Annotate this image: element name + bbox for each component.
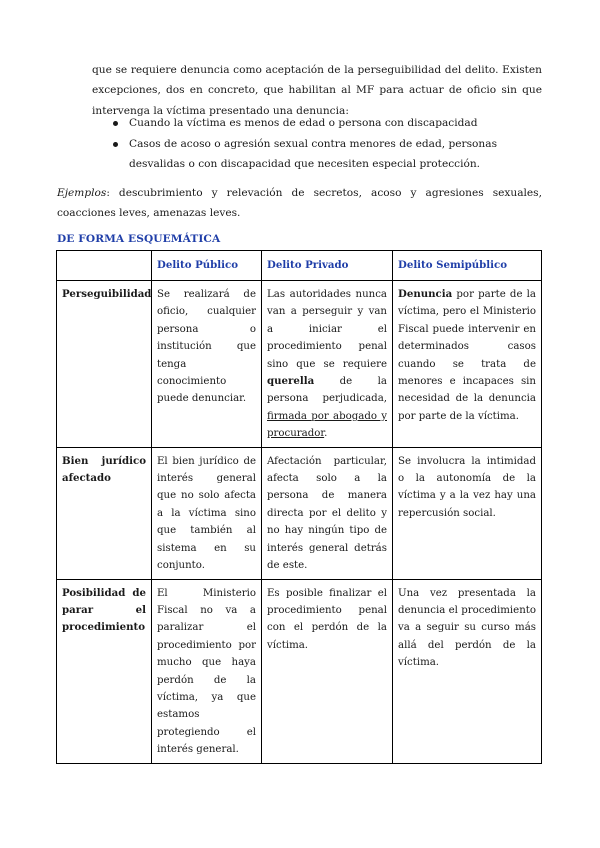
table-row [57,281,542,448]
table-row [57,579,542,763]
cell-semipublico-bien-juridico: Se involucra la intimidad o la autonomía de la víctima y a la vez hay una repercusión social. [393,447,542,579]
row-label-bien-juridico: Bien jurídico afectado [57,447,152,579]
examples-text: : descubrimiento y relevación de secretos, acoso y agresiones sexuales, coacciones leves, amenazas leves. [57,186,542,220]
header-delito-privado: Delito Privado [262,251,393,281]
cell-text: de la persona perjudicada, [267,376,387,405]
cell-publico-perseguibilidad: Se realizará de oficio, cualquier persona o institución que tenga conocimiento puede denunciar. [152,281,262,448]
cell-semipublico-posibilidad-parar: Una vez presentada la denuncia el procedimiento va a seguir su curso más allá del perdón de la víctima. [393,579,542,763]
exceptions-list [110,113,542,175]
row-label-posibilidad-parar: Posibilidad de parar el procedimiento [57,579,152,763]
cell-privado-bien-juridico: Afectación particular, afecta solo a la persona de manera directa por el delito y no hay ningún tipo de interés general detrás de este. [262,447,393,579]
firmada-underline: firmada por abogado y procurador [267,410,387,440]
comparison-table [56,250,542,764]
table-row [57,447,542,579]
list-item: Cuando la víctima es menos de edad o persona con discapacidad [110,113,542,134]
cell-privado-perseguibilidad [262,281,393,448]
section-title: DE FORMA ESQUEMÁTICA [57,233,221,245]
cell-semipublico-perseguibilidad [393,281,542,448]
cell-publico-posibilidad-parar: El Ministerio Fiscal no va a paralizar el procedimiento por mucho que haya perdón de la víctima, ya que estamos protegiendo el interés general. [152,579,262,763]
denuncia-bold: Denuncia [398,288,453,300]
cell-privado-posibilidad-parar: Es posible finalizar el procedimiento penal con el perdón de la víctima. [262,579,393,763]
intro-paragraph: que se requiere denuncia como aceptación de la perseguibilidad del delito. Existen excepciones, dos en concreto, que habilitan al MF para actuar de oficio sin que intervenga la víctima presentado una denuncia: [92,63,542,117]
header-empty [57,251,152,281]
cell-text: Las autoridades nunca van a perseguir y van a iniciar el procedimiento penal sino que se requiere [267,289,387,370]
table-header-row [57,251,542,281]
header-delito-publico: Delito Público [152,251,262,281]
querella-bold: querella [267,375,315,388]
row-label-perseguibilidad: Perseguibilidad [57,281,152,448]
header-delito-semipublico: Delito Semipúblico [393,251,542,281]
examples-paragraph [57,183,542,224]
cell-text: por parte de la víctima, pero el Ministerio Fiscal puede intervenir en determinados casos cuando se trata de menores e incapaces sin necesidad de la denuncia por parte de la víctima. [398,289,536,422]
cell-text: . [324,428,328,440]
list-item: Casos de acoso o agresión sexual contra menores de edad, personas desvalidas o con discapacidad que necesiten especial protección. [110,134,542,175]
cell-publico-bien-juridico: El bien jurídico de interés general que no solo afecta a la víctima sino que también al sistema en su conjunto. [152,447,262,579]
examples-label: Ejemplos [57,186,107,199]
